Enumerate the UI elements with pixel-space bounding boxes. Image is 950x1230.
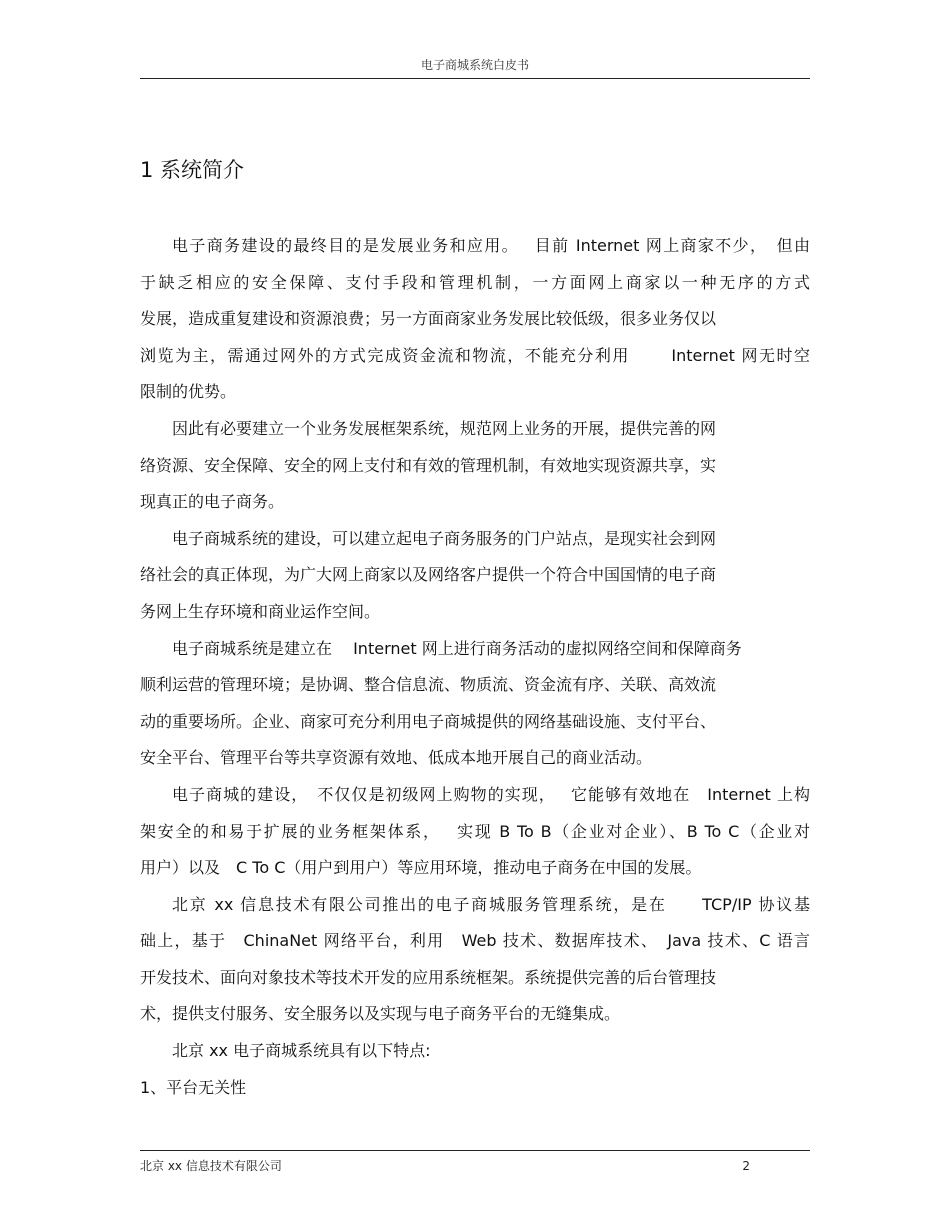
paragraph-3-line-2: 络社会的真正体现，为广大网上商家以及网络客户提供一个符合中国国情的电子商 xyxy=(140,565,717,585)
paragraph-3-line-1: 电子商城系统的建设，可以建立起电子商务服务的门户站点，是现实社会到网 xyxy=(172,528,717,548)
page-footer xyxy=(140,1150,810,1175)
paragraph-6-line-2: 础上，基于 ChinaNet 网络平台，利用 Web 技术、数据库技术、 Java 技术、C 语言 xyxy=(140,931,810,951)
paragraph-6-line-3: 开发技术、面向对象技术等技术开发的应用系统框架。系统提供完善的后台管理技 xyxy=(140,967,717,987)
footer-company: 北京 xx 信息技术有限公司 xyxy=(140,1159,282,1173)
paragraph-4-line-2: 顺利运营的管理环境；是协调、整合信息流、物质流、资金流有序、关联、高效流 xyxy=(140,675,717,695)
body-text xyxy=(140,228,810,1106)
paragraph-4-line-4: 安全平台、管理平台等共享资源有效地、低成本地开展自己的商业活动。 xyxy=(140,748,653,768)
paragraph-2-line-3: 现真正的电子商务。 xyxy=(140,492,285,512)
paragraph-2-line-2: 络资源、安全保障、安全的网上支付和有效的管理机制，有效地实现资源共享，实 xyxy=(140,455,717,475)
paragraph-7-line-1: 北京 xx 电子商城系统具有以下特点: xyxy=(172,1041,431,1061)
paragraph-1-line-4: 浏览为主，需通过网外的方式完成资金流和物流，不能充分利用 Internet 网无时空 xyxy=(140,345,810,365)
page-number: 2 xyxy=(742,1159,750,1173)
paragraph-6-line-4: 术，提供支付服务、安全服务以及实现与电子商务平台的无缝集成。 xyxy=(140,1004,621,1024)
paragraph-5-line-3: 用户）以及 C To C（用户到用户）等应用环境，推动电子商务在中国的发展。 xyxy=(140,858,702,878)
paragraph-5-line-2: 架安全的和易于扩展的业务框架体系， 实现 B To B（企业对企业）、B To C（企业对 xyxy=(140,821,810,841)
feature-heading: 1、平台无关性 xyxy=(140,1077,247,1097)
paragraph-1-line-5: 限制的优势。 xyxy=(140,382,237,402)
paragraph-1-line-2: 于缺乏相应的安全保障、支付手段和管理机制，一方面网上商家以一种无序的方式 xyxy=(140,272,810,292)
paragraph-3-line-3: 务网上生存环境和商业运作空间。 xyxy=(140,601,381,621)
paragraph-2-line-1: 因此有必要建立一个业务发展框架系统，规范网上业务的开展，提供完善的网 xyxy=(172,418,717,438)
page-header: 电子商城系统白皮书 xyxy=(140,56,810,79)
paragraph-1-line-3: 发展，造成重复建设和资源浪费；另一方面商家业务发展比较低级，很多业务仅以 xyxy=(140,309,717,329)
paragraph-4-line-1: 电子商城系统是建立在 Internet 网上进行商务活动的虚拟网络空间和保障商务 xyxy=(172,638,742,658)
paragraph-1-line-1: 电子商务建设的最终目的是发展业务和应用。 目前 Internet 网上商家不少， 但由 xyxy=(172,236,810,255)
paragraph-6-line-1: 北京 xx 信息技术有限公司推出的电子商城服务管理系统，是在 TCP/IP 协议基 xyxy=(172,894,810,914)
paragraph-5-line-1: 电子商城的建设， 不仅仅是初级网上购物的实现， 它能够有效地在 Internet 上构 xyxy=(172,784,810,804)
paragraph-4-line-3: 动的重要场所。企业、商家可充分利用电子商城提供的网络基础设施、支付平台、 xyxy=(140,711,717,731)
section-title: 1 系统简介 xyxy=(140,158,245,182)
